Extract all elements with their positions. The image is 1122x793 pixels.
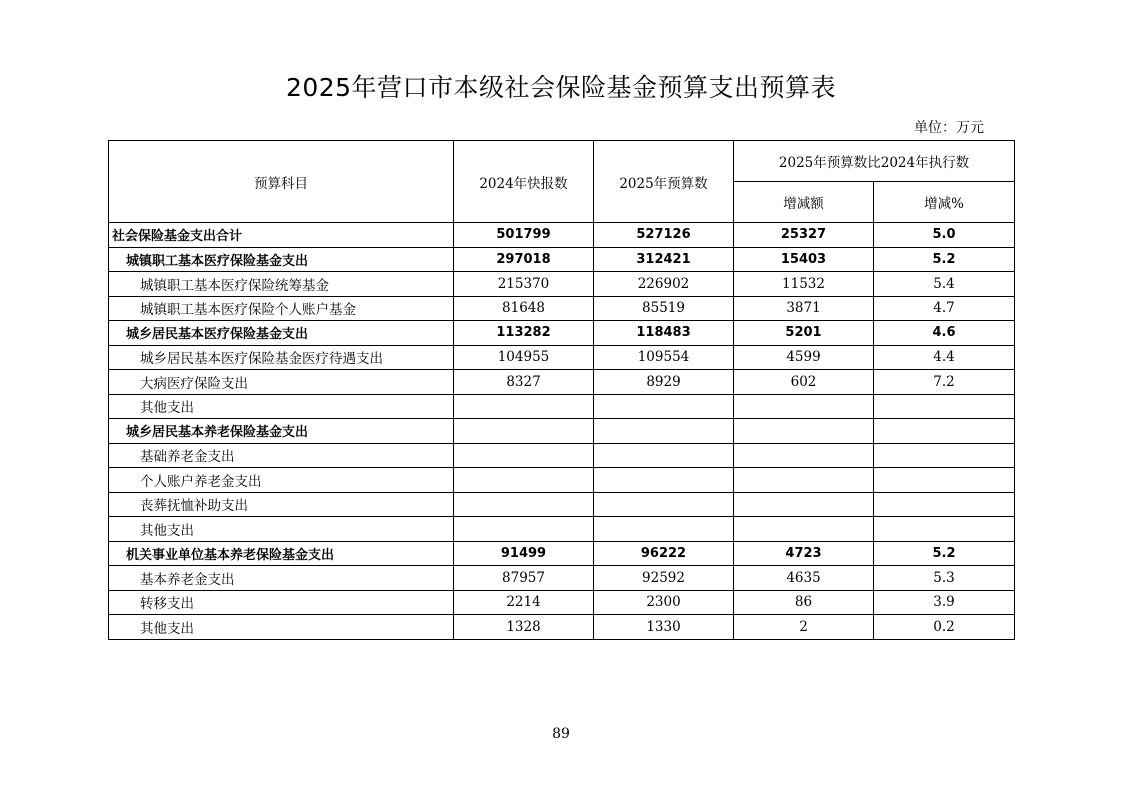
unit-label: 单位：万元 bbox=[914, 120, 984, 136]
table-row bbox=[109, 590, 1015, 615]
row-prev-cell: 91499 bbox=[454, 541, 594, 566]
row-prev-cell: 215370 bbox=[454, 272, 594, 297]
row-prev-cell bbox=[454, 443, 594, 468]
row-pct-cell bbox=[874, 394, 1015, 419]
table-row bbox=[109, 394, 1015, 419]
row-curr-cell: 226902 bbox=[594, 272, 734, 297]
row-diff-cell: 3871 bbox=[734, 296, 874, 321]
row-pct-cell: 3.9 bbox=[874, 590, 1015, 615]
row-pct-cell bbox=[874, 419, 1015, 444]
row-diff-cell: 4599 bbox=[734, 345, 874, 370]
row-pct-cell bbox=[874, 492, 1015, 517]
header-curr: 2025年预算数 bbox=[594, 141, 734, 223]
row-curr-cell: 2300 bbox=[594, 590, 734, 615]
row-pct-cell: 4.4 bbox=[874, 345, 1015, 370]
row-curr-cell bbox=[594, 419, 734, 444]
header-diff: 增减额 bbox=[734, 182, 874, 223]
row-pct-cell: 5.3 bbox=[874, 566, 1015, 591]
table-row bbox=[109, 419, 1015, 444]
row-diff-cell: 11532 bbox=[734, 272, 874, 297]
table-row bbox=[109, 517, 1015, 542]
table-row bbox=[109, 272, 1015, 297]
row-prev-cell bbox=[454, 492, 594, 517]
row-pct-cell: 5.2 bbox=[874, 247, 1015, 272]
row-prev-cell: 8327 bbox=[454, 370, 594, 395]
row-name-cell: 转移支出 bbox=[109, 590, 454, 615]
row-name-cell: 其他支出 bbox=[109, 517, 454, 542]
table-body bbox=[109, 223, 1015, 640]
row-diff-cell bbox=[734, 443, 874, 468]
row-pct-cell: 5.4 bbox=[874, 272, 1015, 297]
row-curr-cell bbox=[594, 517, 734, 542]
row-diff-cell bbox=[734, 468, 874, 493]
row-name-cell: 社会保险基金支出合计 bbox=[109, 223, 454, 248]
budget-table bbox=[108, 140, 1015, 640]
row-pct-cell: 4.7 bbox=[874, 296, 1015, 321]
table-row bbox=[109, 345, 1015, 370]
row-diff-cell: 25327 bbox=[734, 223, 874, 248]
row-prev-cell bbox=[454, 394, 594, 419]
row-pct-cell bbox=[874, 517, 1015, 542]
row-diff-cell: 15403 bbox=[734, 247, 874, 272]
row-prev-cell: 87957 bbox=[454, 566, 594, 591]
row-name-cell: 城乡居民基本养老保险基金支出 bbox=[109, 419, 454, 444]
table-row bbox=[109, 492, 1015, 517]
row-diff-cell: 602 bbox=[734, 370, 874, 395]
row-name-cell: 城镇职工基本医疗保险统筹基金 bbox=[109, 272, 454, 297]
row-name-cell: 城镇职工基本医疗保险个人账户基金 bbox=[109, 296, 454, 321]
row-name-cell: 基础养老金支出 bbox=[109, 443, 454, 468]
row-diff-cell: 86 bbox=[734, 590, 874, 615]
row-diff-cell bbox=[734, 394, 874, 419]
row-pct-cell: 0.2 bbox=[874, 615, 1015, 640]
table-row bbox=[109, 443, 1015, 468]
row-name-cell: 其他支出 bbox=[109, 615, 454, 640]
row-name-cell: 个人账户养老金支出 bbox=[109, 468, 454, 493]
row-curr-cell: 527126 bbox=[594, 223, 734, 248]
table-row bbox=[109, 566, 1015, 591]
row-prev-cell bbox=[454, 468, 594, 493]
row-name-cell: 城乡居民基本医疗保险基金医疗待遇支出 bbox=[109, 345, 454, 370]
table-row bbox=[109, 468, 1015, 493]
table-row bbox=[109, 615, 1015, 640]
row-diff-cell: 2 bbox=[734, 615, 874, 640]
row-curr-cell: 96222 bbox=[594, 541, 734, 566]
header-compare: 2025年预算数比2024年执行数 bbox=[734, 141, 1015, 182]
row-diff-cell: 4723 bbox=[734, 541, 874, 566]
table-row bbox=[109, 321, 1015, 346]
table-row bbox=[109, 247, 1015, 272]
row-prev-cell: 113282 bbox=[454, 321, 594, 346]
row-name-cell: 城镇职工基本医疗保险基金支出 bbox=[109, 247, 454, 272]
table-header bbox=[109, 141, 1015, 223]
row-pct-cell bbox=[874, 468, 1015, 493]
row-diff-cell: 5201 bbox=[734, 321, 874, 346]
table-row bbox=[109, 296, 1015, 321]
row-prev-cell bbox=[454, 419, 594, 444]
row-pct-cell: 7.2 bbox=[874, 370, 1015, 395]
table-row bbox=[109, 541, 1015, 566]
row-name-cell: 基本养老金支出 bbox=[109, 566, 454, 591]
row-prev-cell: 2214 bbox=[454, 590, 594, 615]
row-curr-cell bbox=[594, 492, 734, 517]
header-pct: 增减% bbox=[874, 182, 1015, 223]
row-diff-cell bbox=[734, 517, 874, 542]
table-row bbox=[109, 370, 1015, 395]
header-item: 预算科目 bbox=[109, 141, 454, 223]
row-name-cell: 其他支出 bbox=[109, 394, 454, 419]
row-curr-cell: 312421 bbox=[594, 247, 734, 272]
row-diff-cell: 4635 bbox=[734, 566, 874, 591]
row-prev-cell: 81648 bbox=[454, 296, 594, 321]
row-curr-cell: 118483 bbox=[594, 321, 734, 346]
row-curr-cell: 85519 bbox=[594, 296, 734, 321]
row-prev-cell: 501799 bbox=[454, 223, 594, 248]
row-diff-cell bbox=[734, 419, 874, 444]
row-curr-cell bbox=[594, 443, 734, 468]
row-diff-cell bbox=[734, 492, 874, 517]
row-name-cell: 大病医疗保险支出 bbox=[109, 370, 454, 395]
row-curr-cell bbox=[594, 394, 734, 419]
row-prev-cell: 104955 bbox=[454, 345, 594, 370]
row-name-cell: 丧葬抚恤补助支出 bbox=[109, 492, 454, 517]
row-name-cell: 城乡居民基本医疗保险基金支出 bbox=[109, 321, 454, 346]
row-curr-cell bbox=[594, 468, 734, 493]
page-number: 89 bbox=[552, 726, 570, 742]
row-curr-cell: 8929 bbox=[594, 370, 734, 395]
row-pct-cell: 5.2 bbox=[874, 541, 1015, 566]
page-title: 2025年营口市本级社会保险基金预算支出预算表 bbox=[285, 73, 837, 102]
table-row bbox=[109, 223, 1015, 248]
header-prev: 2024年快报数 bbox=[454, 141, 594, 223]
row-pct-cell: 5.0 bbox=[874, 223, 1015, 248]
row-curr-cell: 1330 bbox=[594, 615, 734, 640]
row-pct-cell: 4.6 bbox=[874, 321, 1015, 346]
row-prev-cell bbox=[454, 517, 594, 542]
row-prev-cell: 1328 bbox=[454, 615, 594, 640]
row-pct-cell bbox=[874, 443, 1015, 468]
row-name-cell: 机关事业单位基本养老保险基金支出 bbox=[109, 541, 454, 566]
row-prev-cell: 297018 bbox=[454, 247, 594, 272]
row-curr-cell: 92592 bbox=[594, 566, 734, 591]
row-curr-cell: 109554 bbox=[594, 345, 734, 370]
